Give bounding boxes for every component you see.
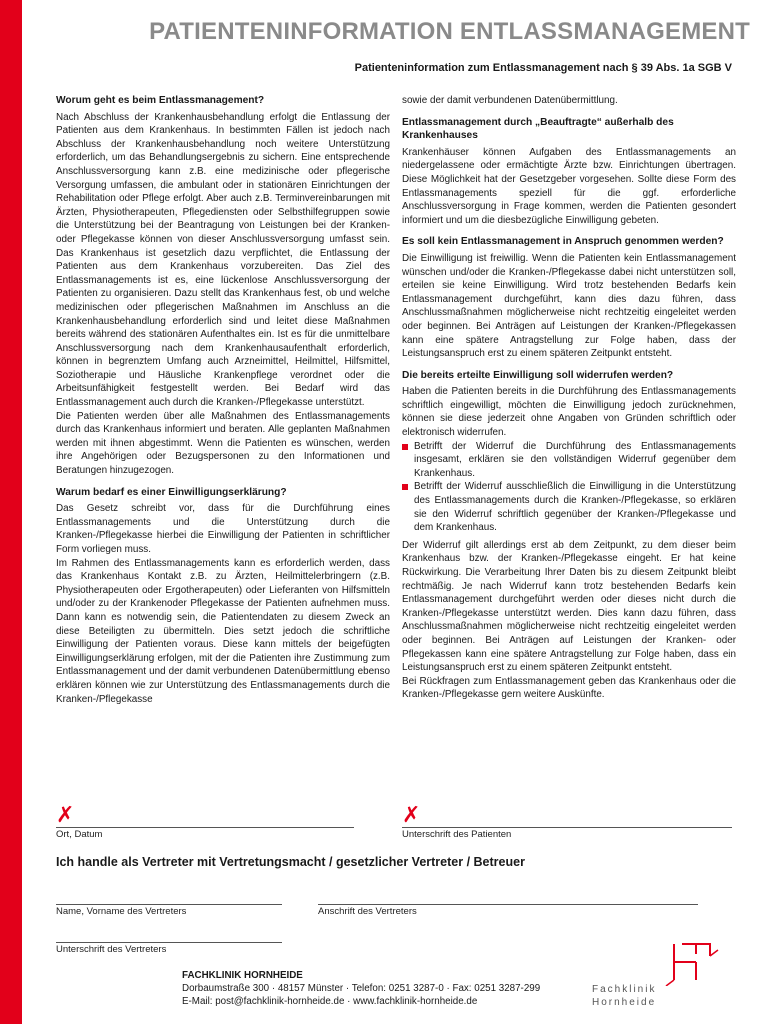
patient-signature-line[interactable] [402, 827, 732, 828]
clinic-address: Dorbaumstraße 300 · 48157 Münster · Telefon: 0251 3287-0 · Fax: 0251 3287-299 [182, 983, 541, 994]
page-title: PATIENTENINFORMATION ENTLASSMANAGEMENT [149, 18, 750, 45]
place-date-label: Ort, Datum [56, 829, 103, 840]
section-heading-delegates: Entlassmanagement durch „Beauftragte“ außerhalb des Krankenhauses [402, 116, 674, 142]
section-text-no-management: Die Einwilligung ist freiwillig. Wenn die Patienten kein Entlassmanagement wünschen und/oder die Kranken-/Pflegekasse dabei nicht unterstützen soll, erteilen sie keine Einwilligung. Wird trotz bestehenden Bedarfs kein Entlassmanagement durchgeführt, kann dies dazu führen, dass Anschlussmaßnahmen möglicherweise nicht rechtzeitig eingeleitet werden oder beginnen. Bei Anträgen auf Leistungen der Kranken-/Pflegekassen kann eine spätere Antragstellung zur Folge haben, dass der Leistungsanspruch erst zu einem späteren Zeitpunkt entsteht. [402, 252, 736, 360]
logo-mark-icon [592, 940, 742, 986]
continued-text: sowie der damit verbundenen Datenübermittlung. [402, 95, 618, 106]
place-date-line[interactable] [56, 827, 354, 828]
section-text-revocation-effect: Der Widerruf gilt allerdings erst ab dem Zeitpunkt, zu dem dieser beim Krankenhaus bzw. der Kranken-/Pflegekasse eingeht. Er hat keine Rückwirkung. Die Verarbeitung Ihrer Daten bis zu diesem Zeitpunkt bleibt rechtmäßig. Je nach Widerruf kann trotz bestehenden Bedarfs kein Entlassmanagement durchgeführt werden oder dieses nicht durch die Kranken-/Pflegekasse unterstützt werden. Dies kann dazu führen, dass Anschlussmaßnahmen möglicherweise nicht rechtzeitig eingeleitet werden oder beginnen. Bei Anträgen auf Leistungen der Kranken- oder Pflegekassen kann eine spätere Antragstellung zur Folge haben, dass ein Leistungsanspruch erst zu einem späteren Zeitpunkt entsteht. [402, 539, 736, 674]
section-heading-revocation: Die bereits erteilte Einwilligung soll widerrufen werden? [402, 369, 674, 381]
sign-here-mark-icon: ✗ [56, 802, 75, 827]
clinic-name: FACHKLINIK HORNHEIDE [182, 970, 303, 981]
page-subtitle: Patienteninformation zum Entlassmanagement nach § 39 Abs. 1a SGB V [354, 62, 732, 74]
patient-signature-label: Unterschrift des Patienten [402, 829, 512, 840]
representative-address-line[interactable] [318, 904, 698, 905]
section-text-delegates: Krankenhäuser können Aufgaben des Entlassmanagements an niedergelassene oder ermächtigte Ärzte bzw. Einrichtungen übertragen. Diese Möglichkeit hat der Gesetzgeber vorgesehen. Sollte diese Form des Entlassmanagements speziell für die ggf. erforderliche Anschlussversorgung in Frage kommen, werden die Patienten gesondert informiert und um die diesbezügliche Einwilligung gebeten. [402, 146, 736, 226]
clinic-logo [592, 940, 742, 1010]
section-text-revocation: Haben die Patienten bereits in die Durchführung des Entlassmanagements schriftlich eingewilligt, möchten die Einwilligung jedoch zurücknehmen, können sie diese jederzeit ohne Angaben von Gründen schriftlich oder elektronisch widerrufen. [402, 386, 736, 439]
left-column [56, 94, 390, 706]
representative-name-label: Name, Vorname des Vertreters [56, 906, 187, 917]
section-text-consent-law: Das Gesetz schreibt vor, dass für die Durchführung eines Entlassmanagements und die Unterstützung durch die Kranken-/Pflegekasse hierbei die Einwilligung der Patienten in schriftlicher Form vorliegen muss. [56, 503, 390, 555]
clinic-contact: E-Mail: post@fachklinik-hornheide.de · www.fachklinik-hornheide.de [182, 996, 478, 1007]
representative-address-label: Anschrift des Vertreters [318, 906, 417, 917]
section-heading-purpose: Worum geht es beim Entlassmanagement? [56, 95, 265, 106]
sign-here-mark-icon: ✗ [402, 802, 421, 827]
revocation-list [402, 440, 736, 535]
representative-heading: Ich handle als Vertreter mit Vertretungsmacht / gesetzlicher Vertreter / Betreuer [56, 855, 525, 869]
logo-text-line1: Fachklinik [592, 984, 657, 995]
representative-signature-label: Unterschrift des Vertreters [56, 944, 167, 955]
red-side-bar [0, 0, 22, 1024]
section-heading-consent: Warum bedarf es einer Einwilligungserklärung? [56, 486, 287, 498]
list-item: Betrifft der Widerruf ausschließlich die Einwilligung in die Unterstützung des Entlassmanagements durch die Kranken-/Pflegekasse, so erklären sie den Widerruf schriftlich gegenüber der Kranken-/Pflegekasse und dem Krankenhaus. [402, 480, 736, 534]
section-heading-no-management: Es soll kein Entlassmanagement in Anspruch genommen werden? [402, 236, 724, 248]
section-text-purpose: Nach Abschluss der Krankenhausbehandlung erfolgt die Entlassung der Patienten aus dem Krankenhaus. In bestimmten Fällen ist jedoch nach Abschluss der Krankenhausbehandlung noch weitere Unterstützung erforderlich, um das Behandlungsergebnis zu sichern. Eine entsprechende Anschlussversorgung kann z.B. eine medizinische oder pflegerische Versorgung umfassen, die ambulant oder in stationären Einrichtungen der Rehabilitation oder Pflege erfolgt. Aber auch z.B. Terminvereinbarungen mit Ärzten, Physiotherapeuten, Pflegediensten oder Selbsthilfegruppen sowie die Unterstützung bei der Beantragung von Leistungen bei der Kranken- oder Pflegekasse können von dieser Anschlussversorgung umfasst sein. Das Krankenhaus ist gesetzlich dazu verpflichtet, die Entlassung der Patienten aus dem Krankenhaus vorzubereiten. Das Ziel des Entlassmanagements ist es, eine lückenlose Anschlussversorgung der Patienten zu organisieren. Dazu stellt das Krankenhaus fest, ob und welche medizinischen oder pflegerischen Maßnahmen im Anschluss an die Krankenhausbehandlung erforderlich sind und leitet diese Maßnahmen bereits während des stationären Aufenthaltes ein. Ist es für die unmittelbare Anschlussversorgung nach dem Krankenhausaufenthalt erforderlich, können in begrenztem Umfang auch Arzneimittel, Heilmittel, Hilfsmittel, Soziotherapie und Häusliche Krankenpflege verordnet oder die Arbeitsunfähigkeit festgestellt werden. Bei Bedarf wird das Entlassmanagement auch durch die Kranken-/Pflegekasse unterstützt. [56, 111, 390, 409]
representative-name-line[interactable] [56, 904, 282, 905]
section-text-information: Die Patienten werden über alle Maßnahmen des Entlassmanagements durch das Krankenhaus informiert und beraten. Alle geplanten Maßnahmen werden mit ihnen abgestimmt. Wenn die Patienten es wünschen, werden ihre Angehörigen oder Bezugspersonen zu den Informationen und Beratungen hinzugezogen. [56, 410, 390, 477]
footer [182, 969, 540, 1008]
section-text-questions: Bei Rückfragen zum Entlassmanagement geben das Krankenhaus oder die Kranken-/Pflegekasse gern weitere Auskünfte. [402, 675, 736, 701]
logo-text-line2: Hornheide [592, 997, 657, 1008]
section-text-consent-data: Im Rahmen des Entlassmanagements kann es erforderlich werden, dass das Krankenhaus Kontakt z.B. zu Ärzten, Heilmittelerbringern (z.B. Physiotherapeuten oder Ergotherapeuten) oder Lieferanten von Hilfsmitteln und/oder zu der Krankenoder Pflegekasse der Patienten aufnehmen muss. Dann kann es notwendig sein, die Patientendaten zu diesem Zweck an diese Beteiligten zu übermitteln. Dies setzt jedoch die schriftliche Einwilligung der Patienten voraus. Diese kann mittels der beigefügten Einwilligungserklärung erfolgen, mit der die Patienten ihre Zustimmung zum Entlassmanagement und der damit verbundenen Datenübermittlung ebenso erklären können wie zur Unterstützung des Entlassmanagements durch die Kranken-/Pflegekasse [56, 557, 390, 705]
right-column [402, 94, 736, 702]
list-item: Betrifft der Widerruf die Durchführung des Entlassmanagements insgesamt, erklären sie den vollständigen Widerruf gegenüber dem Krankenhaus. [402, 440, 736, 481]
representative-signature-line[interactable] [56, 942, 282, 943]
